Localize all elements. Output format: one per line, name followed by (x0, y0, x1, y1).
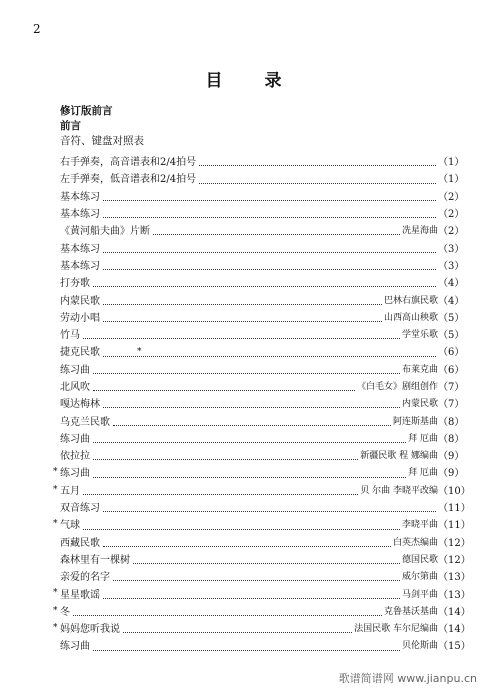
stray-mark: * (137, 347, 142, 357)
entry-title: 星星歌谣 (60, 589, 100, 601)
entry-page: （13） (438, 589, 471, 601)
leader-dots (103, 348, 436, 357)
entry-title: 基本练习 (60, 260, 100, 272)
entry-title: 《黄河船夫曲》片断 (60, 226, 150, 238)
front-matter (60, 104, 144, 149)
page-number: 2 (33, 22, 41, 36)
leader-dots (83, 486, 358, 495)
entry-title: 妈妈您听我说 (60, 624, 120, 636)
toc-entry (60, 636, 471, 653)
leader-dots (93, 469, 406, 478)
entry-page: （2） (438, 209, 465, 221)
entry-composer: 新疆民歌 程 娜编曲 (360, 451, 438, 462)
entry-composer: 《白毛女》剧组创作 (356, 382, 438, 392)
entry-page: （12） (438, 537, 471, 549)
entry-composer: 威尔第曲 (401, 572, 438, 583)
entry-star: * (53, 623, 58, 634)
entry-page: （1） (438, 174, 465, 186)
toc-entry (60, 290, 465, 307)
entry-page: （9） (438, 451, 465, 463)
leader-dots (93, 278, 436, 287)
entry-title: 劳动小唱 (60, 312, 100, 324)
entry-page: （3） (438, 243, 465, 255)
entry-page: （2） (438, 191, 465, 203)
entry-composer: 克鲁基沃基曲 (383, 606, 438, 617)
toc-entry (53, 584, 471, 601)
toc-entry (53, 481, 471, 498)
toc-entry (60, 360, 465, 377)
entry-page: （5） (438, 330, 465, 342)
toc-entry (60, 169, 465, 186)
leader-dots (103, 192, 436, 201)
toc-entry (60, 238, 465, 255)
leader-dots (153, 226, 400, 235)
toc-entry (60, 325, 465, 342)
entry-composer: 法国民歌 车尔尼编曲 (354, 624, 438, 635)
leader-dots (103, 503, 436, 512)
entry-composer: 巴林右旗民歌 (383, 295, 438, 306)
entry-composer: 阿连斯基曲 (392, 416, 438, 427)
toc-entry (60, 273, 465, 290)
toc-entry (60, 221, 465, 238)
entry-page: （14） (438, 606, 471, 618)
entry-composer: 李晓平曲 (401, 520, 438, 531)
entry-page: （14） (438, 624, 471, 636)
leader-dots (133, 555, 400, 564)
leader-dots (73, 607, 382, 616)
entry-page: （2） (438, 226, 465, 238)
toc-entry (53, 515, 471, 532)
entry-composer: 德国民歌 (401, 554, 438, 565)
leader-dots (93, 365, 400, 374)
leader-dots (103, 296, 382, 305)
entry-composer: 拜 厄曲 (408, 468, 438, 479)
page-title: 目 录 (205, 71, 300, 91)
entry-page: （10） (438, 485, 471, 497)
toc-entry (60, 152, 465, 169)
entry-title: 捷克民歌 (60, 347, 100, 359)
toc-entry (60, 308, 465, 325)
entry-title: 北风吹 (60, 382, 90, 393)
leader-dots (103, 590, 400, 599)
leader-dots (93, 642, 400, 651)
toc-entry (60, 533, 471, 550)
toc-entry (60, 567, 471, 584)
entry-title: 乌克兰民歌 (60, 416, 110, 428)
entry-composer: 布莱克曲 (401, 364, 438, 375)
entry-composer: 学堂乐歌 (401, 330, 438, 341)
front-matter-item: 修订版前言 (60, 105, 113, 117)
entry-page: （6） (438, 347, 465, 359)
entry-page: （7） (438, 382, 465, 393)
entry-title: 练习曲 (60, 364, 90, 376)
toc-entry (60, 498, 471, 515)
front-matter-item: 前言 (60, 120, 81, 132)
entry-composer: 马剑平曲 (401, 589, 438, 600)
entry-page: （1） (438, 157, 465, 169)
leader-dots (199, 157, 436, 166)
entry-title: 亲爱的名字 (60, 572, 110, 584)
entry-page: （11） (438, 520, 471, 532)
entry-title: 基本练习 (60, 243, 100, 255)
entry-title: 基本练习 (60, 191, 100, 203)
toc-entry (60, 429, 465, 446)
toc-entry (60, 256, 465, 273)
entry-composer: 内蒙民歌 (401, 399, 438, 410)
entry-page: （8） (438, 416, 465, 428)
toc-entry (60, 187, 465, 204)
toc-entry (53, 619, 471, 636)
toc-entry (60, 342, 465, 359)
entry-page: （4） (438, 278, 465, 290)
toc-entry (53, 463, 465, 480)
entry-title: 打夯歌 (60, 278, 90, 290)
entry-title: 依拉拉 (60, 451, 90, 463)
entry-title: 森林里有一棵树 (60, 554, 130, 566)
leader-dots (103, 313, 382, 322)
leader-dots (103, 261, 436, 270)
entry-star: * (53, 588, 58, 599)
entry-page: （5） (438, 312, 465, 324)
entry-star: * (53, 519, 58, 530)
entry-page: （15） (438, 641, 471, 653)
entry-title: 练习曲 (60, 641, 90, 653)
toc-list (53, 152, 471, 654)
entry-star: * (53, 605, 58, 616)
entry-page: （11） (438, 503, 471, 515)
entry-composer: 白英杰编曲 (392, 537, 438, 548)
entry-title: 冬 (60, 606, 70, 618)
entry-title: 练习曲 (60, 433, 90, 445)
watermark: 歌谱简谱网 www.jianpu.cn (338, 672, 477, 685)
leader-dots (113, 572, 400, 581)
entry-page: （9） (438, 468, 465, 480)
entry-title: 嘎达梅林 (60, 399, 100, 411)
leader-dots (103, 244, 436, 253)
entry-composer: 山西高山秧歌 (383, 312, 438, 323)
entry-page: （3） (438, 260, 465, 272)
entry-page: （6） (438, 364, 465, 376)
toc-entry (60, 204, 465, 221)
leader-dots (103, 538, 391, 547)
entry-title: 竹马 (60, 330, 80, 342)
entry-page: （13） (438, 572, 471, 584)
leader-dots (199, 175, 436, 184)
leader-dots (93, 434, 406, 443)
entry-title: 双音练习 (60, 503, 100, 515)
leader-dots (83, 521, 400, 530)
toc-entry (60, 377, 465, 394)
leader-dots (83, 330, 400, 339)
leader-dots (93, 382, 355, 391)
entry-page: （7） (438, 399, 465, 411)
leader-dots (103, 209, 436, 218)
entry-title: 五月 (60, 485, 80, 497)
entry-title: 气球 (60, 520, 80, 532)
entry-title: 西藏民歌 (60, 537, 100, 549)
entry-title: 左手弹奏，低音谱表和2/4拍号 (60, 174, 197, 186)
toc-entry (60, 550, 471, 567)
leader-dots (103, 399, 400, 408)
entry-title: 右手弹奏，高音谱表和2/4拍号 (60, 157, 197, 169)
entry-page: （4） (438, 295, 465, 307)
entry-title: 练习曲 (60, 468, 90, 480)
entry-title: 基本练习 (60, 209, 100, 221)
toc-entry (60, 446, 465, 463)
leader-dots (113, 417, 391, 426)
entry-title: 内蒙民歌 (60, 295, 100, 307)
entry-composer: 拜 厄曲 (408, 433, 438, 444)
toc-entry (60, 411, 465, 428)
leader-dots (93, 451, 358, 460)
entry-page: （12） (438, 554, 471, 566)
entry-page: （8） (438, 433, 465, 445)
toc-entry (60, 394, 465, 411)
entry-composer: 冼星海曲 (401, 226, 438, 237)
entry-composer: 贝伦斯曲 (401, 641, 438, 652)
entry-star: * (53, 467, 58, 478)
leader-dots (123, 624, 352, 633)
toc-entry (53, 602, 471, 619)
entry-star: * (53, 484, 58, 495)
entry-composer: 贝 尔曲 李晓平改编 (360, 485, 438, 496)
front-matter-item: 音符、键盘对照表 (60, 135, 144, 147)
